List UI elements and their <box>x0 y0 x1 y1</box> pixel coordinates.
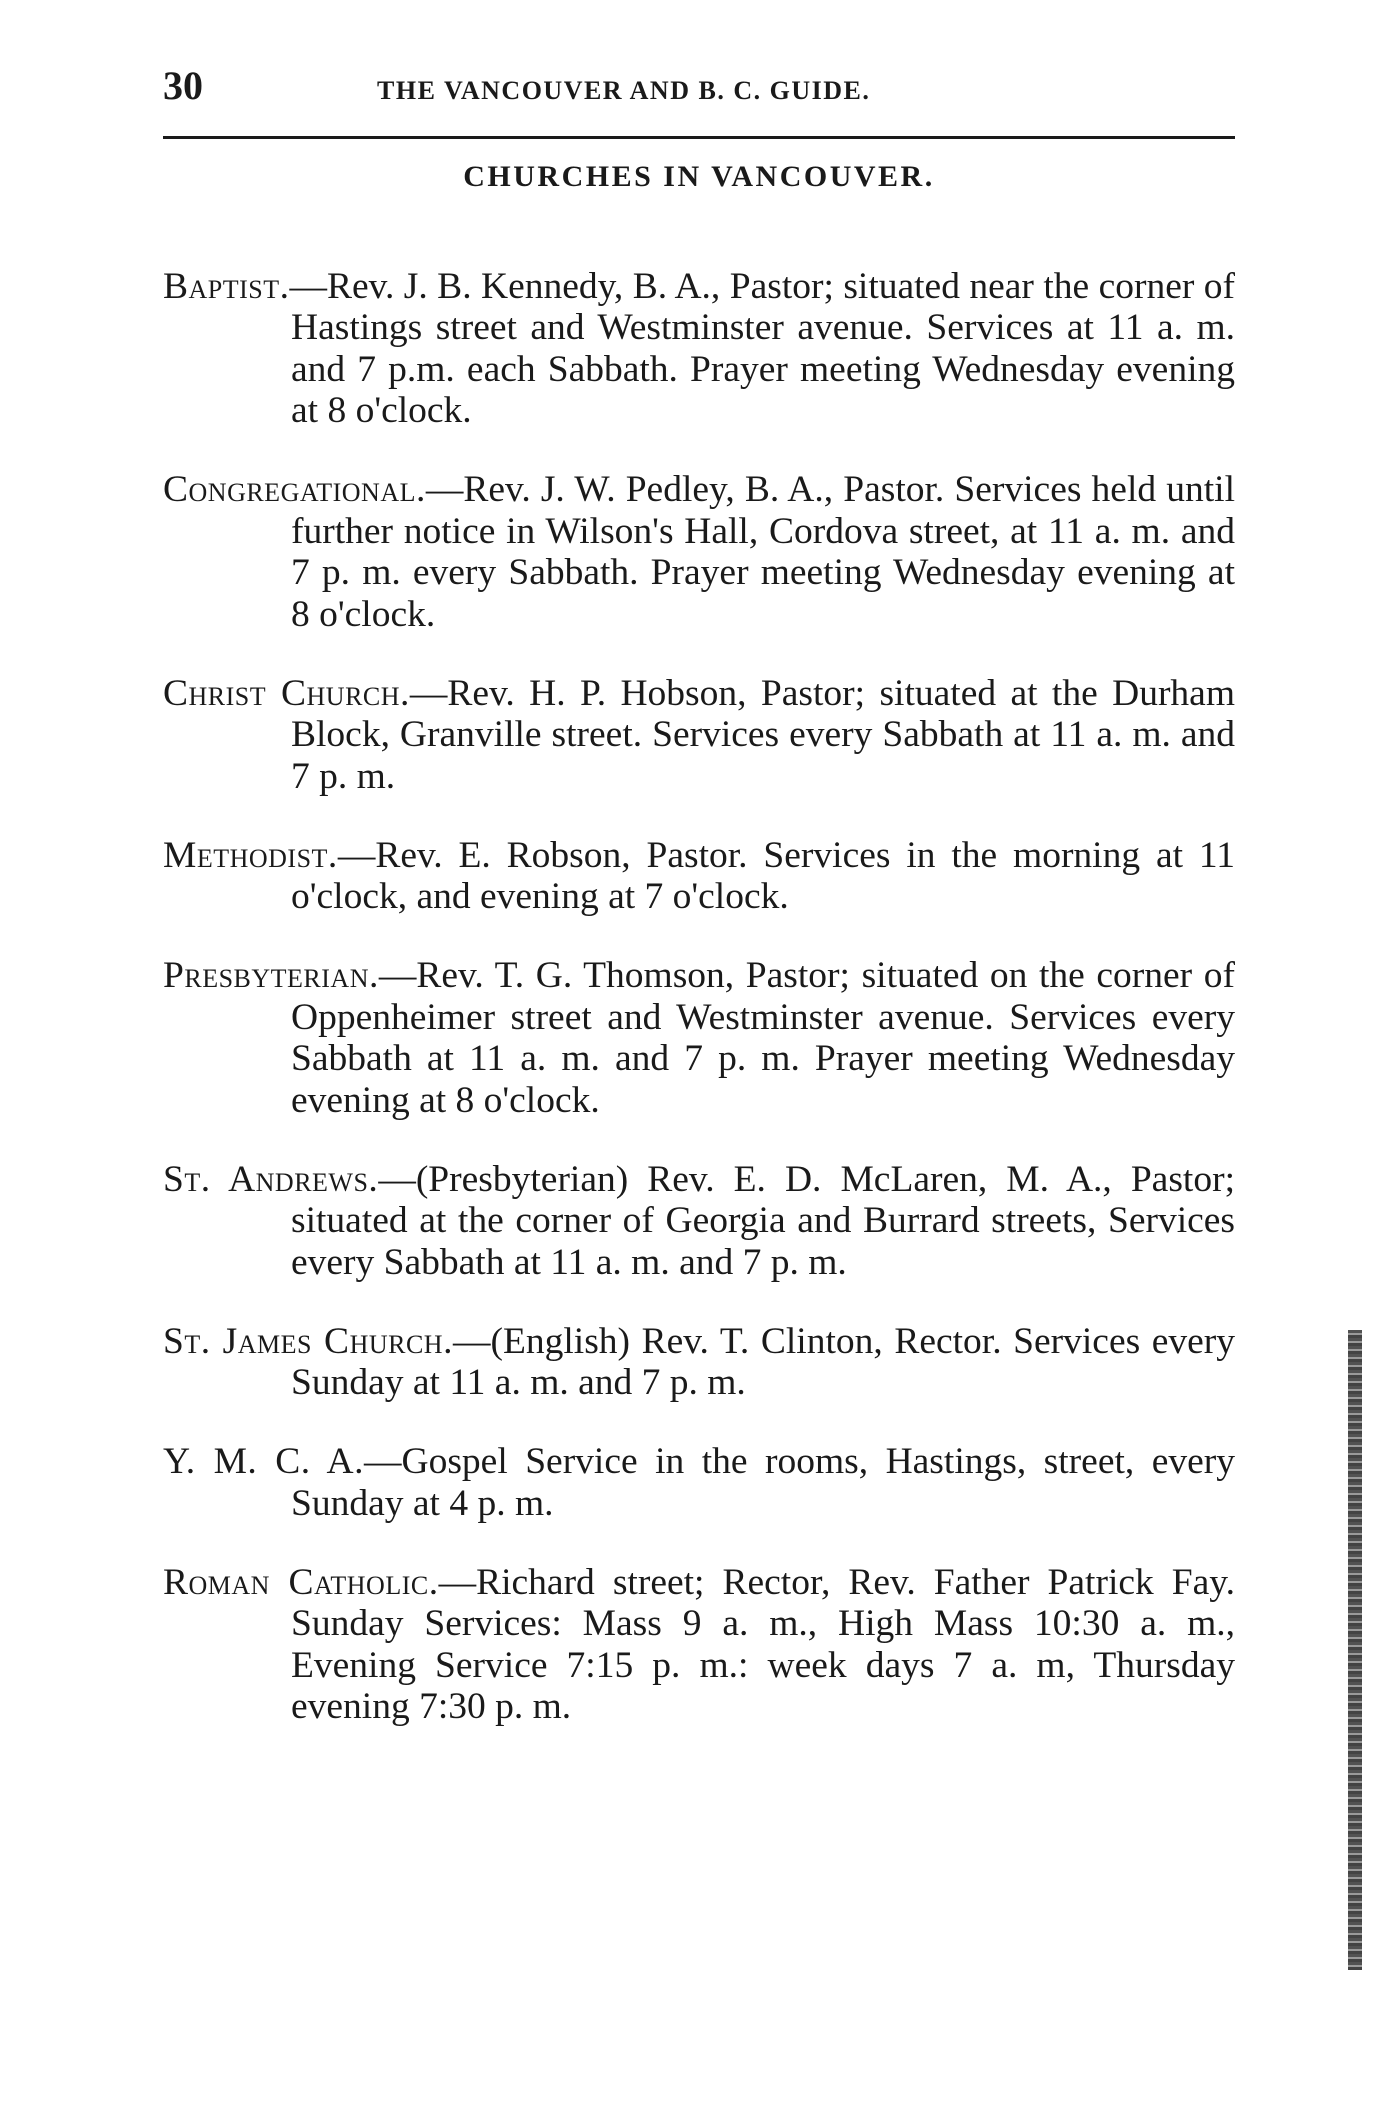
church-name: Christ Church. <box>163 672 410 714</box>
church-name: Methodist. <box>163 834 338 876</box>
church-name: St. Andrews. <box>163 1158 379 1200</box>
church-details: —Gospel Service in the rooms, Hastings, street, every Sunday at 4 p. m. <box>291 1441 1235 1524</box>
church-name: Congregational. <box>163 469 426 510</box>
church-name: Roman Catholic. <box>163 1561 439 1603</box>
church-details: —Rev. J. W. Pedley, B. A., Pastor. Services held until further notice in Wilson's Hall, Cordova street, at 11 a. m. and 7 p. m. every Sabbath. Prayer meeting Wednesday evening at 8 o'clock. <box>291 469 1235 635</box>
church-details: —Rev. E. Robson, Pastor. Services in the morning at 11 o'clock, and evening at 7 o'clock. <box>291 834 1235 917</box>
binding-edge-mark <box>1348 1330 1362 1970</box>
church-details: —Rev. J. B. Kennedy, B. A., Pastor; situated near the corner of Hastings street and Westminster avenue. Services at 11 a. m. and 7 p.m. each Sabbath. Prayer meeting Wednesday evening at 8 o'clock. <box>289 265 1235 431</box>
church-entry-christ-church <box>163 673 1235 798</box>
church-name: Y. M. C. A. <box>163 1441 364 1482</box>
church-entry-roman-catholic <box>163 1562 1235 1728</box>
church-entry-presbyterian <box>163 955 1235 1121</box>
church-details: —Rev. T. G. Thomson, Pastor; situated on the corner of Oppenheimer street and Westminster avenue. Services every Sabbath at 11 a. m. and 7 p. m. Prayer meeting Wednesday evening at 8 o'clock. <box>291 955 1235 1121</box>
page-header <box>163 62 1233 112</box>
running-head: THE VANCOUVER AND B. C. GUIDE. <box>377 76 871 105</box>
church-list <box>163 228 1235 1746</box>
church-entry-baptist <box>163 266 1235 432</box>
church-name: Baptist. <box>163 265 290 307</box>
church-entry-st-james <box>163 1321 1235 1404</box>
church-entry-st-andrews <box>163 1159 1235 1284</box>
church-details: —Rev. H. P. Hobson, Pastor; situated at the Durham Block, Granville street. Services every Sabbath at 11 a. m. and 7 p. m. <box>291 672 1235 797</box>
church-entry-ymca <box>163 1441 1235 1524</box>
church-details: —(English) Rev. T. Clinton, Rector. Services every Sunday at 11 a. m. and 7 p. m. <box>291 1320 1236 1403</box>
header-rule <box>163 136 1235 139</box>
church-entry-methodist <box>163 835 1235 918</box>
church-details: —Richard street; Rector, Rev. Father Patrick Fay. Sunday Services: Mass 9 a. m., High Mass 10:30 a. m., Evening Service 7:15 p. m.: week days 7 a. m, Thursday evening 7:30 p. m. <box>291 1561 1235 1727</box>
church-name: St. James Church. <box>163 1320 453 1362</box>
church-name: Presbyterian. <box>163 955 379 996</box>
church-entry-congregational <box>163 469 1235 635</box>
church-details: —(Presbyterian) Rev. E. D. McLaren, M. A., Pastor; situated at the corner of Georgia and Burrard streets, Services every Sabbath at 11 a. m. and 7 p. m. <box>291 1158 1235 1283</box>
section-title: CHURCHES IN VANCOUVER. <box>463 160 935 193</box>
page-number: 30 <box>163 63 203 108</box>
